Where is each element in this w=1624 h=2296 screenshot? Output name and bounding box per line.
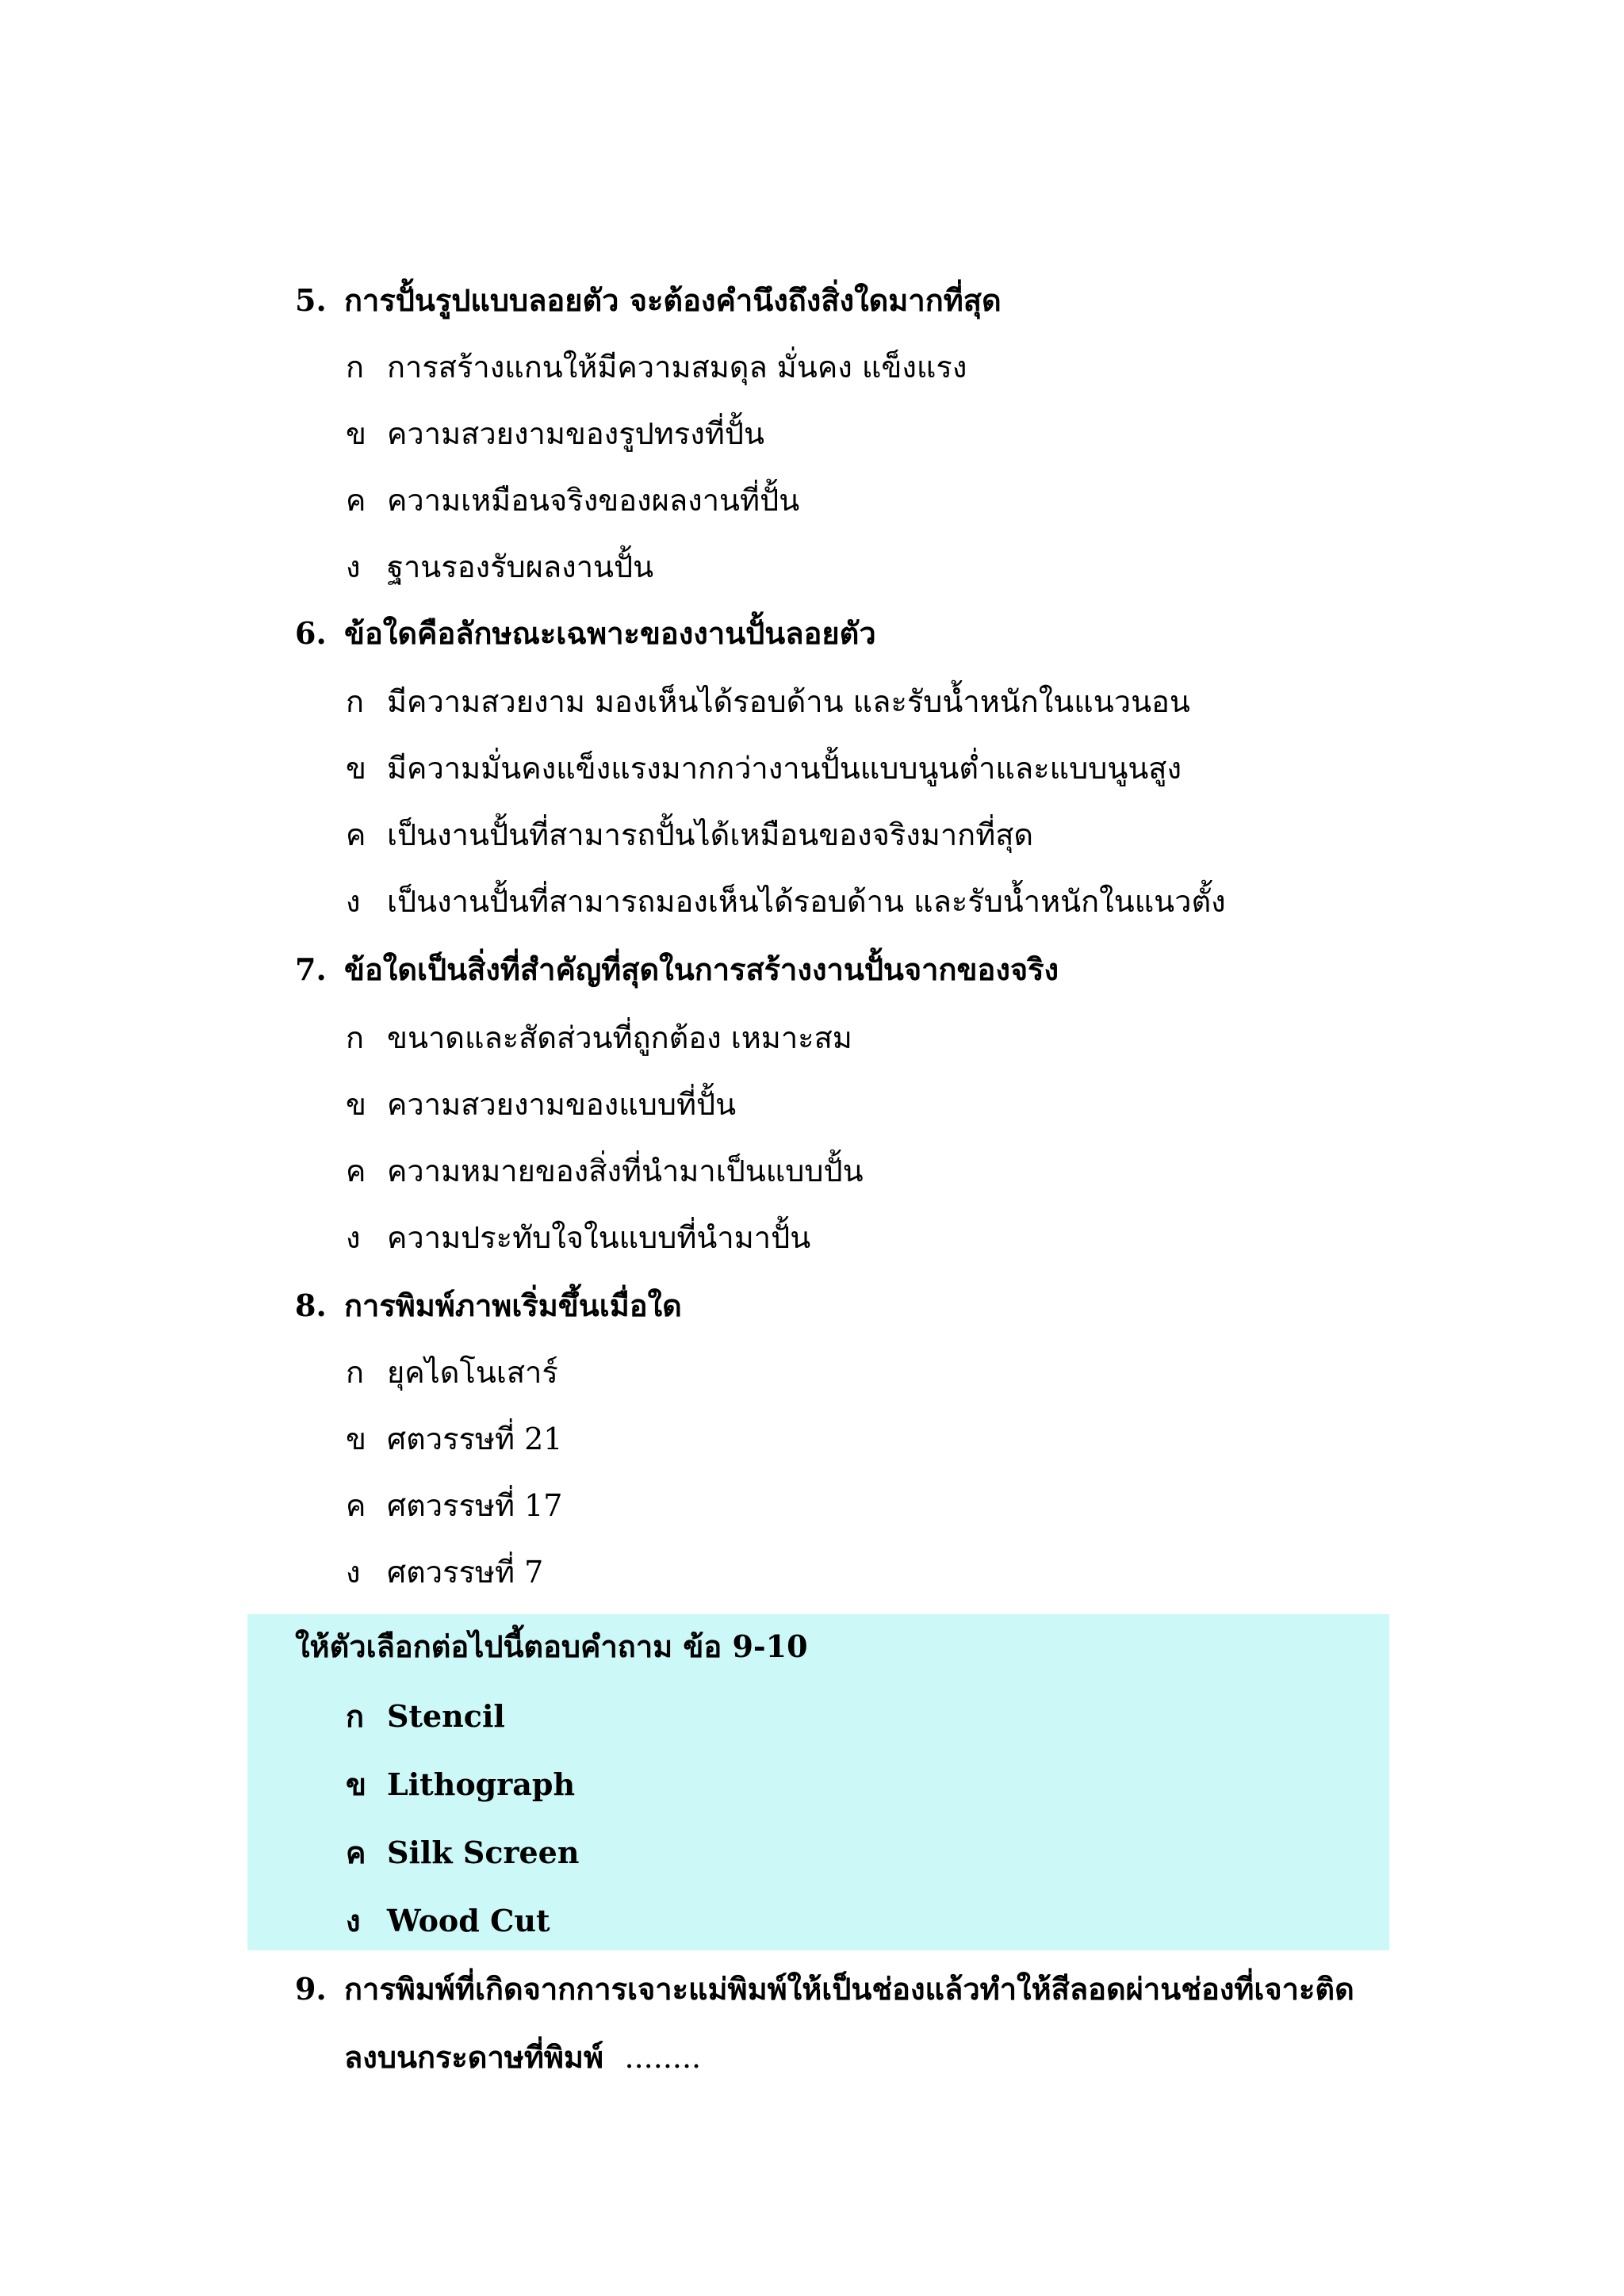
q6-option-a	[346, 679, 1456, 725]
q6-option-b	[346, 745, 1456, 791]
answer-blank: ........	[624, 2040, 702, 2075]
option-letter: ข	[346, 1087, 366, 1122]
choice-letter: ข	[346, 1766, 366, 1802]
option-letter: ค	[346, 1154, 366, 1188]
option-text: ขนาดและสัดส่วนที่ถูกต้อง เหมาะสม	[387, 1020, 852, 1055]
question-text: ข้อใดคือลักษณะเฉพาะของงานปั้นลอยตัว	[344, 615, 876, 651]
option-letter: ก	[346, 1355, 365, 1390]
q8-option-c	[346, 1483, 1456, 1529]
q7-option-c	[346, 1148, 1456, 1194]
choice-text: Lithograph	[387, 1766, 576, 1802]
choice-letter: ง	[346, 1903, 361, 1938]
option-letter: ก	[346, 684, 365, 719]
question-5	[295, 277, 1405, 323]
question-text: ข้อใดเป็นสิ่งที่สำคัญที่สุดในการสร้างงานปั้นจากของจริง	[344, 951, 1059, 987]
choice-letter: ก	[346, 1698, 365, 1734]
q8-option-b	[346, 1416, 1456, 1462]
q8-option-a	[346, 1349, 1456, 1395]
option-text: เป็นงานปั้นที่สามารถปั้นได้เหมือนของจริงมากที่สุด	[387, 817, 1034, 852]
option-text: มีความสวยงาม มองเห็นได้รอบด้าน และรับน้ำหนักในแนวนอน	[387, 684, 1190, 719]
option-text: ศตวรรษที่ 7	[387, 1555, 544, 1590]
q5-option-a	[346, 344, 1456, 390]
question-number: 9.	[295, 1971, 327, 2007]
option-letter: ก	[346, 1020, 365, 1055]
option-letter: ง	[346, 1220, 361, 1255]
choice-letter: ค	[346, 1835, 366, 1870]
choice-text: Silk Screen	[387, 1835, 580, 1870]
option-letter: ค	[346, 817, 366, 852]
option-text: ความหมายของสิ่งที่นำมาเป็นแบบปั้น	[387, 1154, 864, 1188]
question-number: 6.	[295, 615, 327, 651]
q6-option-c	[346, 812, 1456, 858]
option-text: ความประทับใจในแบบที่นำมาปั้น	[387, 1220, 811, 1255]
q7-option-b	[346, 1081, 1456, 1127]
option-letter: ก	[346, 350, 365, 385]
option-letter: ค	[346, 483, 366, 518]
option-text: ฐานรองรับผลงานปั้น	[387, 549, 654, 584]
choice-a	[346, 1693, 1456, 1739]
option-text: ศตวรรษที่ 21	[387, 1422, 563, 1456]
question-text-line2-body: ลงบนกระดาษที่พิมพ์	[344, 2039, 604, 2075]
option-text: ความเหมือนจริงของผลงานที่ปั้น	[387, 483, 800, 518]
option-letter: ค	[346, 1488, 366, 1523]
choice-text: Wood Cut	[387, 1903, 550, 1938]
choice-text: Stencil	[387, 1698, 505, 1734]
question-number: 8.	[295, 1288, 327, 1323]
option-text: เป็นงานปั้นที่สามารถมองเห็นได้รอบด้าน และรับน้ำหนักในแนวตั้ง	[387, 884, 1226, 919]
question-number: 7.	[295, 951, 327, 987]
option-text: ศตวรรษที่ 17	[387, 1488, 563, 1523]
choice-d	[346, 1898, 1456, 1944]
q6-option-d	[346, 878, 1456, 924]
q5-option-c	[346, 477, 1456, 523]
option-letter: ข	[346, 751, 366, 786]
q7-option-a	[346, 1015, 1456, 1061]
question-text-line2	[295, 2034, 1405, 2080]
question-text: การพิมพ์ภาพเริ่มขึ้นเมื่อใด	[344, 1288, 682, 1323]
option-letter: ง	[346, 884, 361, 919]
question-text-line1: การพิมพ์ที่เกิดจากการเจาะแม่พิมพ์ให้เป็นช่องแล้วทำให้สีลอดผ่านช่องที่เจาะติด	[344, 1971, 1354, 2007]
option-text: มีความมั่นคงแข็งแรงมากกว่างานปั้นแบบนูนต่ำและแบบนูนสูง	[387, 751, 1182, 786]
question-6	[295, 610, 1405, 656]
question-9	[295, 1966, 1405, 2080]
q7-option-d	[346, 1215, 1456, 1261]
choice-c	[346, 1830, 1456, 1876]
option-letter: ข	[346, 1422, 366, 1456]
option-text: การสร้างแกนให้มีความสมดุล มั่นคง แข็งแรง	[387, 350, 967, 385]
option-text: ยุคไดโนเสาร์	[387, 1355, 558, 1390]
q5-option-d	[346, 544, 1456, 590]
instruction-text: ให้ตัวเลือกต่อไปนี้ตอบคำถาม ข้อ 9-10	[295, 1628, 808, 1664]
choice-b	[346, 1762, 1456, 1808]
q5-option-b	[346, 411, 1456, 457]
question-text: การปั้นรูปแบบลอยตัว จะต้องคำนึงถึงสิ่งใดมากที่สุด	[344, 282, 1002, 318]
option-letter: ง	[346, 549, 361, 584]
question-number: 5.	[295, 282, 327, 318]
option-letter: ข	[346, 416, 366, 451]
option-letter: ง	[346, 1555, 361, 1590]
option-text: ความสวยงามของรูปทรงที่ปั้น	[387, 416, 764, 451]
question-8	[295, 1283, 1405, 1329]
question-7	[295, 947, 1405, 993]
option-text: ความสวยงามของแบบที่ปั้น	[387, 1087, 737, 1122]
q8-option-d	[346, 1549, 1456, 1595]
